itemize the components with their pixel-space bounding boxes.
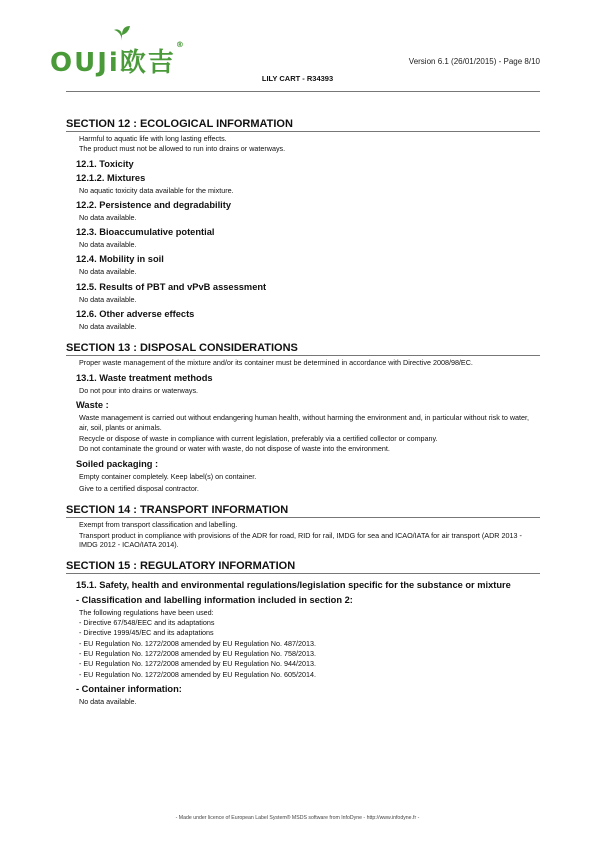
subheading: Soiled packaging : (76, 458, 159, 469)
paragraph: The following regulations have been used: (79, 607, 214, 617)
paragraph: Transport product in compliance with provisions of the ADR for road, RID for rail, IMDG for sea and ICAO/IATA for air transport (ADR 2013 - IMDG 2012 - ICAO/IATA 2014). (79, 530, 522, 550)
list-item: - EU Regulation No. 1272/2008 amended by EU Regulation No. 758/2013. (79, 649, 316, 659)
section-14 (66, 504, 540, 549)
header-divider (66, 91, 540, 92)
document-title: LILY CART - R34393 (261, 74, 334, 83)
leaf-icon (112, 23, 132, 43)
paragraph: Proper waste management of the mixture and/or its container must be determined in accordance with Directive 2008/98/EC. (79, 358, 473, 368)
section-13 (66, 342, 540, 494)
paragraph: The product must not be allowed to run into drains or waterways. (79, 144, 286, 154)
subheading: - Container information: (76, 683, 182, 694)
paragraph: No data available. (79, 322, 137, 332)
section-12 (66, 118, 540, 332)
paragraph: Empty container completely. Keep label(s) on container. (79, 471, 257, 481)
subheading: 13.1. Waste treatment methods (76, 372, 213, 383)
paragraph: No aquatic toxicity data available for the mixture. (79, 185, 234, 195)
subheading: 12.5. Results of PBT and vPvB assessment (76, 281, 267, 292)
section-heading: SECTION 13 : DISPOSAL CONSIDERATIONS (66, 342, 540, 356)
list-item: - Directive 67/548/EEC and its adaptations (79, 618, 215, 628)
subheading: Waste : (76, 399, 109, 410)
subheading: 12.6. Other adverse effects (76, 309, 195, 320)
list-item: - EU Regulation No. 1272/2008 amended by EU Regulation No. 487/2013. (79, 638, 316, 648)
section-heading: SECTION 15 : REGULATORY INFORMATION (66, 560, 540, 574)
section-heading: SECTION 14 : TRANSPORT INFORMATION (66, 504, 540, 518)
paragraph: Exempt from transport classification and labelling. (79, 520, 238, 530)
footer-text: - Made under licence of European Label System® MSDS software from InfoDyne - http://www.infodyne.fr - (175, 815, 420, 821)
subheading: 12.3. Bioaccumulative potential (76, 227, 215, 238)
paragraph: No data available. (79, 240, 137, 250)
paragraph: No data available. (79, 696, 137, 706)
subheading: 15.1. Safety, health and environmental regulations/legislation specific for the substance or mixture (76, 579, 511, 590)
subheading: - Classification and labelling information included in section 2: (76, 594, 353, 605)
paragraph: No data available. (79, 212, 137, 222)
subheading: 12.4. Mobility in soil (76, 254, 164, 265)
list-item: - EU Regulation No. 1272/2008 amended by EU Regulation No. 605/2014. (79, 669, 316, 679)
paragraph: Harmful to aquatic life with long lasting effects. (79, 134, 227, 143)
paragraph: Give to a certified disposal contractor. (79, 484, 199, 494)
document-body (66, 118, 540, 716)
section-15 (66, 560, 540, 707)
paragraph: Recycle or dispose of waste in compliance with current legislation, preferably via a certified collector or company. (79, 434, 438, 444)
list-item: - EU Regulation No. 1272/2008 amended by EU Regulation No. 944/2013. (79, 659, 316, 669)
paragraph: No data available. (79, 294, 137, 304)
subheading: 12.2. Persistence and degradability (76, 199, 232, 210)
paragraph: Do not contaminate the ground or water with waste, do not dispose of waste into the environment. (79, 444, 390, 454)
company-logo (50, 20, 195, 78)
subheading: 12.1. Toxicity (76, 158, 134, 169)
paragraph: Do not pour into drains or waterways. (79, 385, 199, 395)
paragraph: Waste management is carried out without endangering human health, without harming the environment and, in particular without risk to water, air, soil, plants or animals. (79, 412, 529, 432)
version-info: Version 6.1 (26/01/2015) - Page 8/10 (408, 57, 540, 66)
list-item: - Directive 1999/45/EC and its adaptations (79, 628, 214, 638)
paragraph: No data available. (79, 267, 137, 277)
logo-text: OUJi欧吉® (50, 40, 186, 78)
section-heading: SECTION 12 : ECOLOGICAL INFORMATION (66, 118, 540, 132)
subheading: 12.1.2. Mixtures (76, 172, 146, 183)
